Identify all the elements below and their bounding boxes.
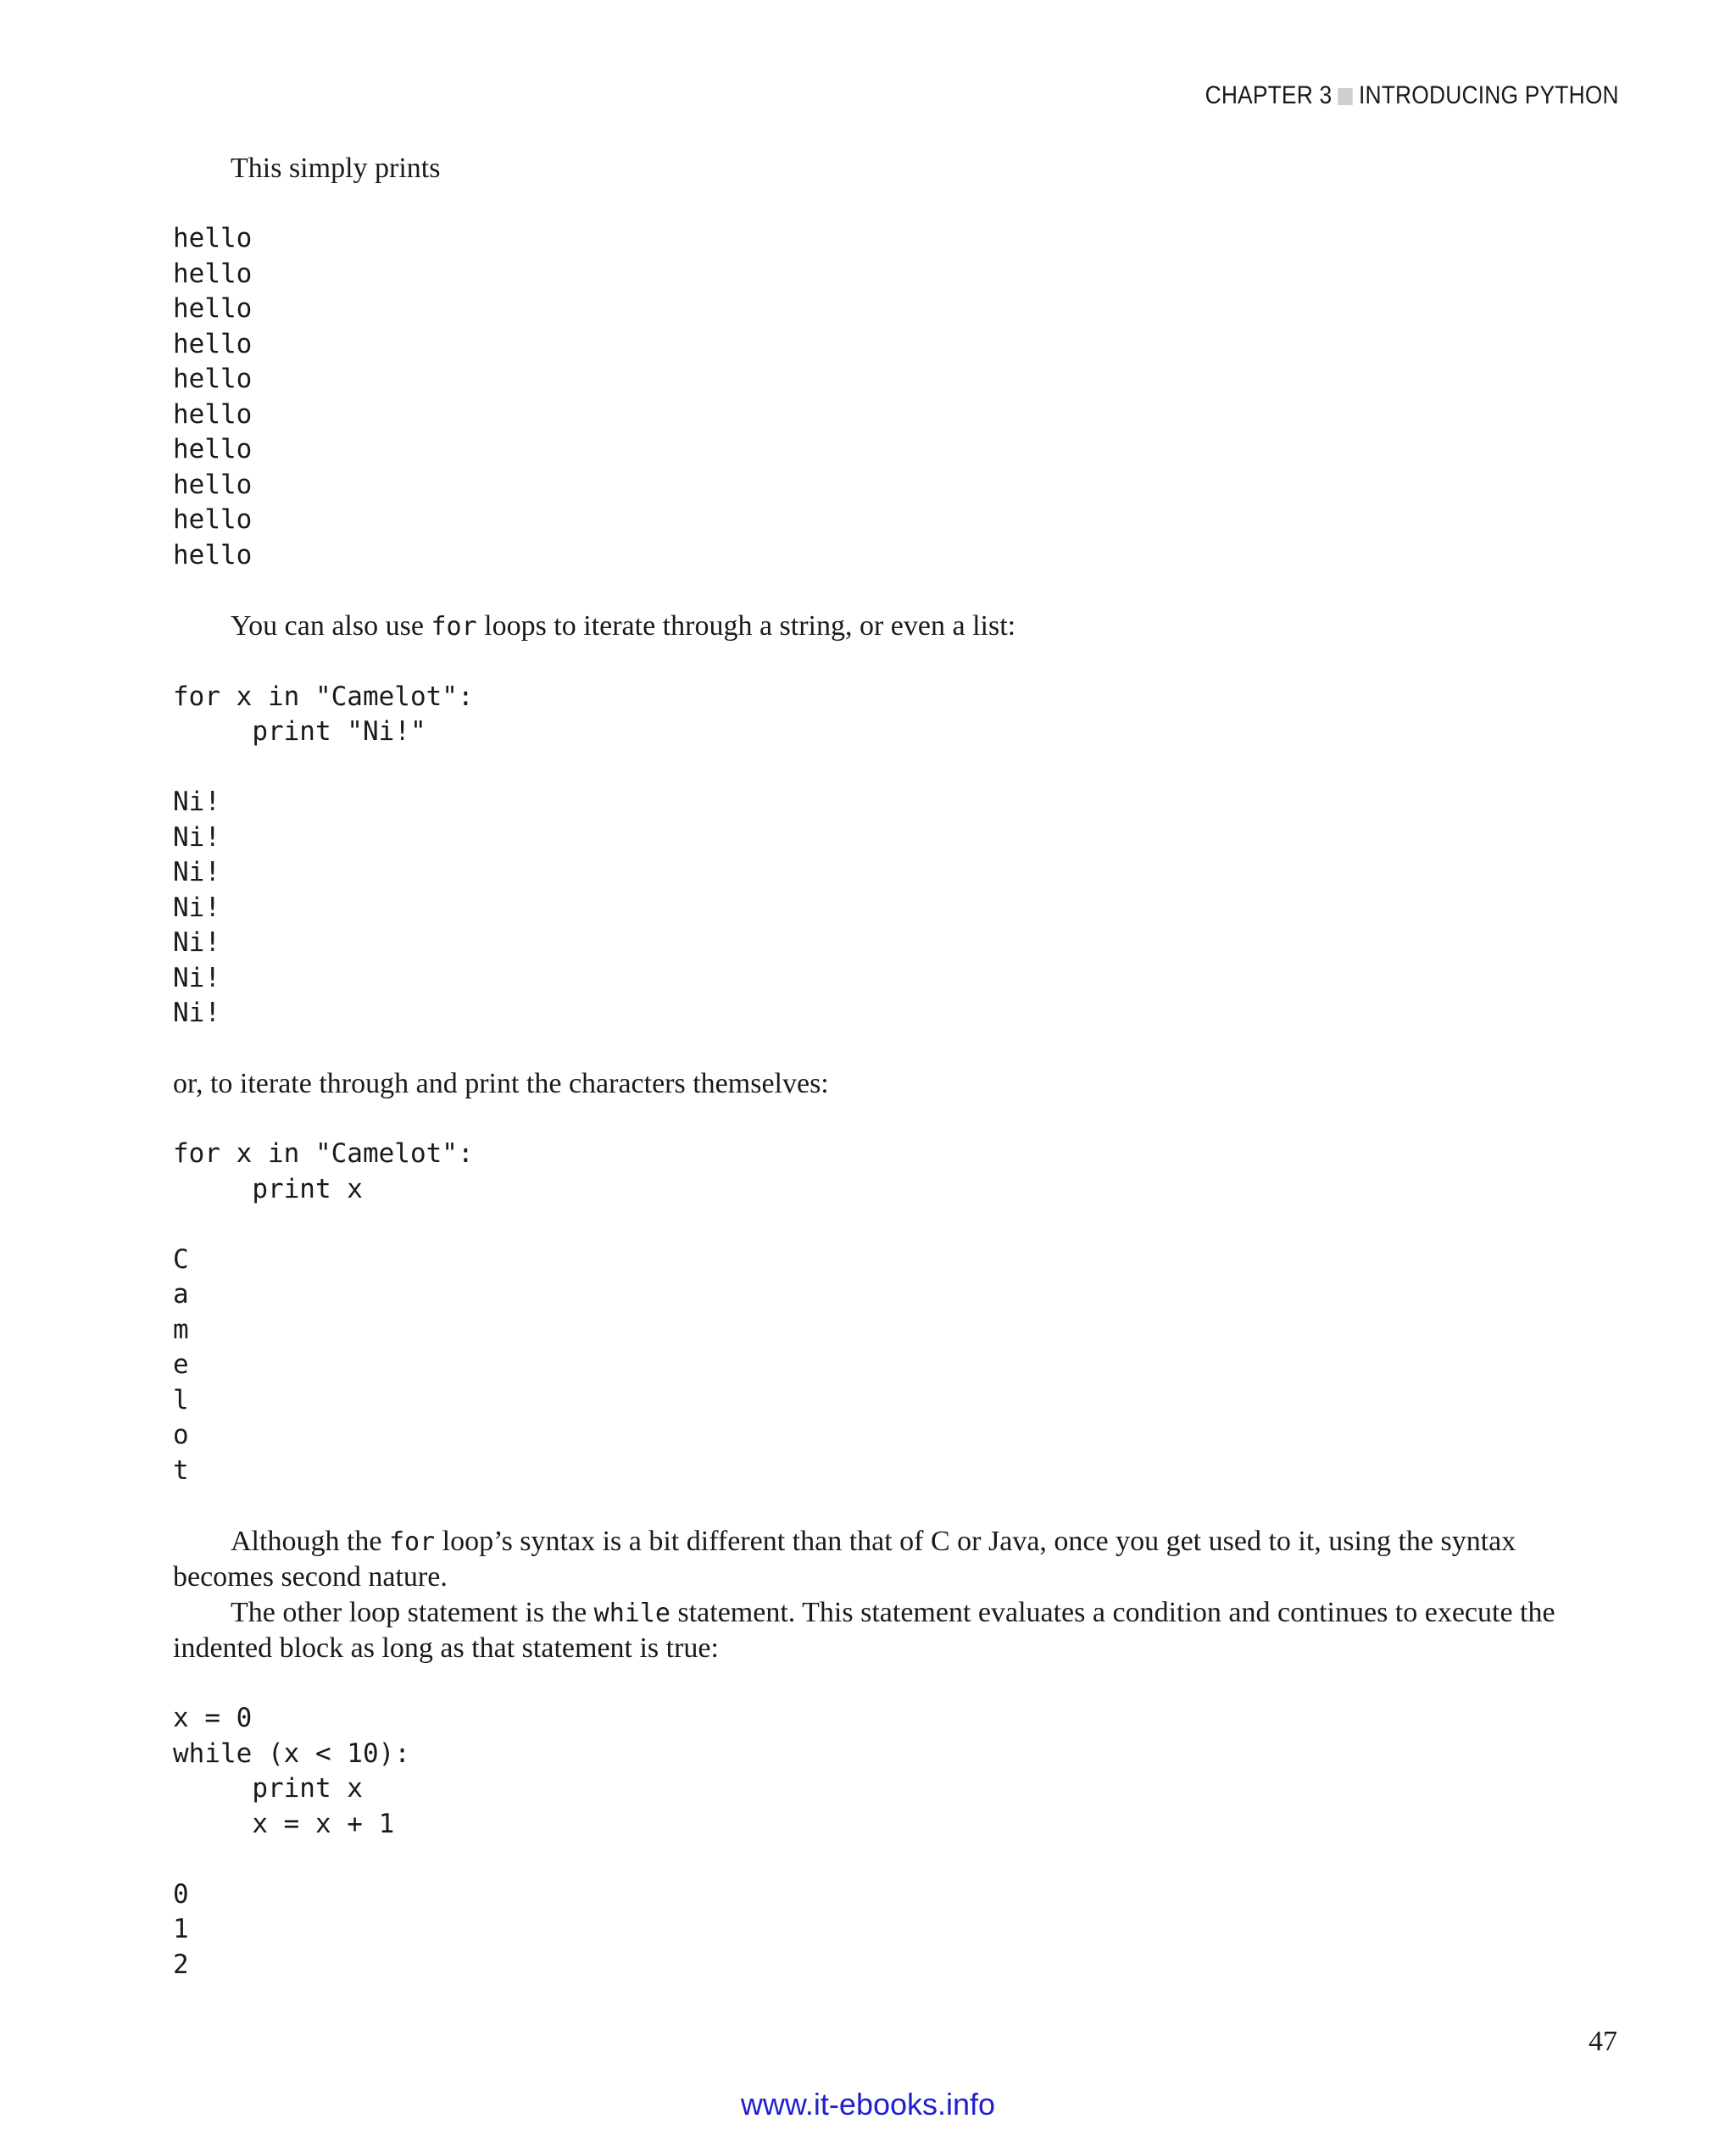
- inline-code-for: for: [431, 611, 477, 642]
- spacer: [173, 1666, 1614, 1702]
- chapter-label: CHAPTER 3: [1205, 81, 1333, 109]
- code-output-ni: Ni! Ni! Ni! Ni! Ni! Ni! Ni!: [173, 787, 220, 1028]
- code-output-hello: hello hello hello hello hello hello hello hello hello hello: [173, 223, 253, 570]
- code-output-camelot: C a m e l o t: [173, 1243, 189, 1486]
- code-listing-for-print-x: for x in "Camelot": print x: [173, 1138, 474, 1204]
- spacer: [173, 1842, 1614, 1877]
- spacer: [173, 1032, 1614, 1067]
- footer-website-link[interactable]: www.it-ebooks.info: [740, 2087, 996, 2122]
- inline-code-while: while: [593, 1598, 670, 1628]
- page-number: 47: [1589, 2026, 1617, 2057]
- page-content: [173, 151, 1614, 1983]
- spacer: [173, 1488, 1614, 1524]
- paragraph-while: The other loop statement is the while statement. This statement evaluates a condition and continues to execute the indented block as long as that statement is true:: [173, 1596, 1555, 1664]
- spacer: [173, 186, 1614, 222]
- chapter-title: INTRODUCING PYTHON: [1359, 81, 1619, 109]
- code-output-count: 0 1 2: [173, 1878, 189, 1980]
- inline-code-for: for: [388, 1527, 436, 1557]
- header-separator-square: [1338, 88, 1354, 105]
- spacer: [173, 573, 1614, 609]
- paragraph-syntax: Although the for loop’s syntax is a bit different than that of C or Java, once you get used to it, using the syntax becomes second nature.: [173, 1525, 1516, 1593]
- spacer: [173, 1207, 1614, 1243]
- spacer: [173, 644, 1614, 680]
- code-listing-while: x = 0 while (x < 10): print x x = x + 1: [173, 1703, 410, 1839]
- paragraph-intro: This simply prints: [231, 153, 441, 184]
- running-header: [1205, 81, 1619, 110]
- code-listing-for-ni: for x in "Camelot": print "Ni!": [173, 681, 474, 747]
- paragraph-for-loops: You can also use for loops to iterate through a string, or even a list:: [231, 609, 1016, 642]
- paragraph-characters: or, to iterate through and print the characters themselves:: [173, 1068, 829, 1099]
- spacer: [173, 1102, 1614, 1137]
- spacer: [173, 750, 1614, 786]
